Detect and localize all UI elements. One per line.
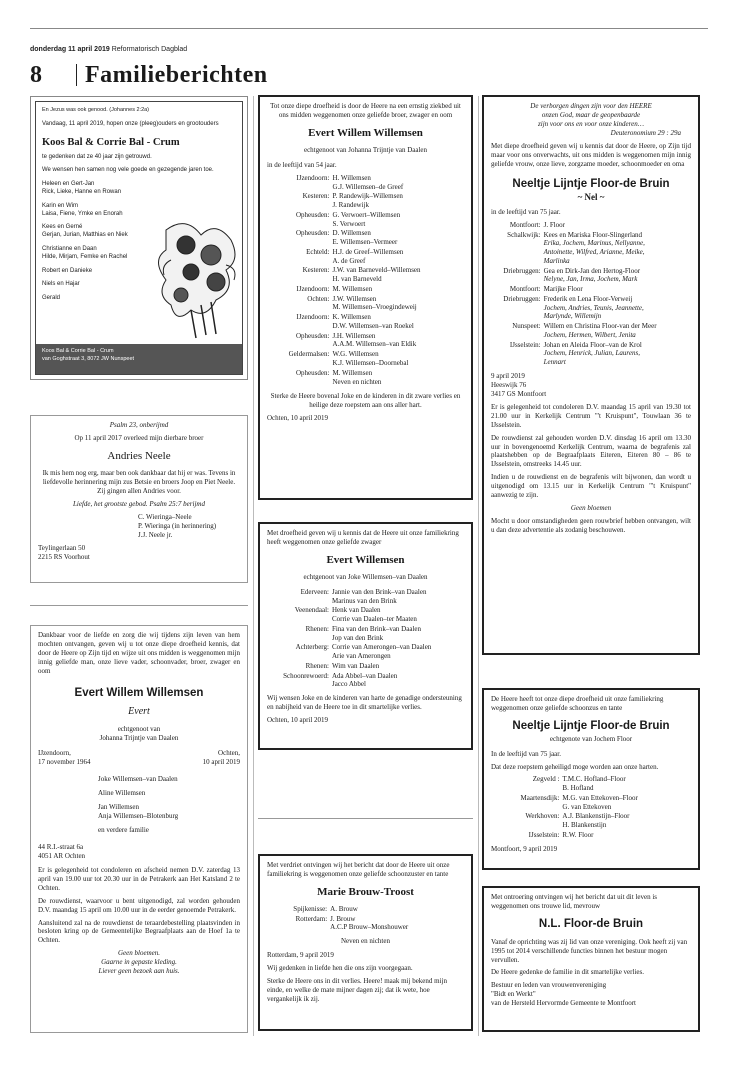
family-member: Jan Willemsen <box>98 803 139 811</box>
intro: Met ontroering ontvingen wij het bericht dat uit dit leven is weggenomen ons trouwe lid, mevrouw <box>491 893 658 910</box>
quote: Liefde, het grootste gebod. Psalm 25:7 berijmd <box>73 499 205 508</box>
relative-names <box>544 295 691 322</box>
relative-name: Gea en Dirk-Jan den Hertog-Floor <box>543 266 641 275</box>
nickname: ~ Nel ~ <box>577 192 605 203</box>
relative-row <box>267 211 464 230</box>
relative-row <box>267 332 464 351</box>
relative-name: Johan en Aleida Floor–van de Krol <box>543 340 642 349</box>
age-line: In de leeftijd van 75 jaar. <box>491 749 561 758</box>
relative-names <box>332 606 464 625</box>
closing-text: Sterke de Heere ons in dit verlies. Heere! maak mij bekend mijn einde, en welke de mate mijner dagen zij; dat ik wete, hoe vergankelijk ik zij. <box>267 977 447 1003</box>
closing-text: Wij wensen Joke en de kinderen van harte de genadige ondersteuning en nabijheid van de Heere toe in dit smartelijke verlies. <box>267 694 462 712</box>
relative-place: Driebruggen: <box>503 266 541 275</box>
ad-neeltje-floor-family <box>482 95 700 655</box>
birth-place: IJzendoorn, <box>38 749 71 758</box>
relative-row <box>491 812 691 831</box>
relative-row <box>267 643 464 662</box>
signature-line: "Bidt en Werkt" <box>491 990 536 999</box>
deceased-name: Evert Willem Willemsen <box>308 126 423 139</box>
family-member: Aline Willemsen <box>98 789 146 798</box>
relative-row <box>267 662 464 672</box>
relative-row <box>491 285 691 295</box>
invitation-text: Indien u de rouwdienst en de begrafenis wilt bijwonen, dan wordt u uitgenodigd om 13.15 uur in Kerkelijk Centrum "'t Kruispunt" aanwezig te zijn. <box>491 473 691 500</box>
grandchildren-names: Jochem, Hermen, Wilbert, Jenita <box>543 330 636 339</box>
relative-place: Opheusden: <box>295 331 330 340</box>
birth-death <box>38 749 240 767</box>
relative-place: Ederveen: <box>300 587 329 596</box>
deceased-name: Evert Willem Willemsen <box>74 686 204 699</box>
grandchildren-names: Nelyne, Jan, Irma, Jochem, Mark <box>543 275 638 284</box>
relative-place: Geldermalsen: <box>288 350 330 359</box>
relative-place: Rhenen: <box>305 661 329 670</box>
relative-names <box>332 643 464 662</box>
relative-names <box>332 350 464 369</box>
relative-row <box>267 672 464 691</box>
relative-row <box>267 192 464 211</box>
address-line: Heeswijk 76 <box>491 380 527 389</box>
age-line: in de leeftijd van 54 jaar. <box>267 160 337 169</box>
relative-name: P. Randewijk–Willemsen <box>332 192 403 201</box>
relative-place <box>267 378 332 388</box>
relative-name: A. de Greef <box>332 256 366 265</box>
grandchildren-names: Jochem, Henrick, Julian, Laurens, <box>543 349 640 358</box>
relative-name: M. Willemsen–Vroegindeweij <box>332 303 417 312</box>
issue-date: donderdag 11 april 2019 <box>30 46 110 53</box>
relative-names <box>562 812 691 831</box>
verse-line: onzen God, maar de geopenbaarde <box>541 110 641 119</box>
intro: Op 11 april 2017 overleed mijn dierbare broer <box>74 433 204 442</box>
relative-name: A.C.P Brouw–Monshouwer <box>330 923 409 932</box>
relative-place: Schoonrewoerd: <box>283 671 329 680</box>
grandchildren-names: Jochem, Andries, Teunis, Jeannette, <box>543 303 644 312</box>
relative-place: IJzendoorn: <box>296 313 330 322</box>
family-line: Kees en Gerné <box>42 224 83 231</box>
page-number: 8 <box>30 61 42 88</box>
relative-place: IJsselstein: <box>509 340 541 349</box>
closing-line: Geen bloemen. <box>118 949 160 958</box>
relative-name: J.W. Willemsen <box>332 294 377 303</box>
ad-marie-brouw-troost <box>258 854 473 1031</box>
relative-name: H. van Barneveld <box>332 275 382 284</box>
grandchildren-names: Antoinette, Wilfred, Arianne, Meike, <box>543 248 645 257</box>
ad-evert-willem-siblings <box>258 95 473 500</box>
verse-reference: Deuteronomium 29 : 29a <box>610 128 681 137</box>
relative-name: Frederik en Lena Floor-Verweij <box>543 294 633 303</box>
age-line: in de leeftijd van 75 jaar. <box>491 207 561 216</box>
relative-names <box>332 625 464 644</box>
spouse-name: Johanna Trijntje van Daalen <box>99 734 179 743</box>
service-text: De rouwdienst zal gehouden worden D.V. dinsdag 16 april om 13.30 uur in bovengenoemd Kerkelijk Centrum, waarna de begrafenis zal plaatshebben op de Begraafplaats Eiteren, Eiteren 80 – 86 te IJsselstein, omstreeks 14.45 uur. <box>491 433 691 469</box>
relative-name: Marinus van den Brink <box>331 596 397 605</box>
relative-place: Rotterdam: <box>295 914 328 923</box>
anniversary-couple: Koos Bal & Corrie Bal - Crum <box>42 136 180 148</box>
relative-names <box>562 794 691 813</box>
family-member: Anja Willemsen–Blotenburg <box>98 811 179 820</box>
relative-names <box>332 174 464 193</box>
relative-row <box>267 229 464 248</box>
section-title: Familieberichten <box>85 61 268 88</box>
anniversary-ad <box>30 96 248 380</box>
intro: Met droefheid geven wij u kennis dat de Heere uit onze familiekring heeft weggenomen onze geliefde zwager <box>267 529 459 546</box>
relative-row <box>267 285 464 295</box>
anniversary-footer-address: van Goghstraat 3, 8072 JW Nunspeet <box>42 355 135 362</box>
relative-name: Wim van Daalen <box>331 661 380 670</box>
relative-names <box>332 588 464 607</box>
family-line: Rick, Lieke, Hanne en Rowan <box>42 188 122 195</box>
intro: Dankbaar voor de liefde en zorg die wij tijdens zijn leven van hem mochten ontvangen, geven wij u tot onze diepe droefheid kennis, dat door de Heere op Zijn tijd en wijze uit ons midden is weggenomen mijn innig geliefde man, onze lieve vader, schoonvader, broer, zwager en oom <box>38 631 240 675</box>
family-line: Heleen en Gert-Jan <box>42 181 95 188</box>
relative-name: Neven en nichten <box>332 378 382 387</box>
relative-row <box>267 295 464 314</box>
relative-name: H. Willemsen <box>332 173 371 182</box>
relative-place: Werkhoven: <box>525 812 560 821</box>
condolence-text: Er is gelegenheid tot condoleren D.V. maandag 15 april van 19.30 tot 21.00 uur in Kerkelijk Centrum "'t Kruispunt", Touwlaan 36 te IJsselstein. <box>491 402 691 429</box>
family-line: Hilde, Mirjam, Femke en Rachel <box>42 253 128 260</box>
relative-row <box>491 341 691 368</box>
wish-text: Dat deze roepstem geheiligd moge worden aan onze harten. <box>491 762 659 771</box>
relative-name: T.M.C. Hofland–Floor <box>562 775 626 784</box>
relative-row <box>491 831 691 841</box>
deceased-name: Evert Willemsen <box>326 553 405 566</box>
family-line: Niels en Hajar <box>42 281 80 288</box>
family-group <box>42 181 236 197</box>
anniversary-years: te gedenken dat ze 40 jaar zijn getrouwd. <box>42 153 152 160</box>
relative-name: G. van Ettekoven <box>562 802 612 811</box>
relative-place: Echteld: <box>306 247 330 256</box>
relative-row <box>267 266 464 285</box>
relatives-table <box>267 174 464 388</box>
relative-row <box>267 248 464 267</box>
relative-place: Opheusden: <box>295 368 330 377</box>
relative-name: W.G. Willemsen <box>332 350 379 359</box>
sympathy-text: De Heere gedenke de familie in dit smartelijke verlies. <box>491 968 644 977</box>
address-line: 4051 AR Ochten <box>38 851 86 860</box>
death-date: 10 april 2019 <box>202 758 240 767</box>
family-list <box>98 775 240 835</box>
place-date: Ochten, 10 april 2019 <box>267 414 329 423</box>
relative-name: M.G. van Ettekoven–Floor <box>562 793 638 802</box>
relative-name: Henk van Daalen <box>331 606 381 615</box>
relatives-table <box>491 221 691 368</box>
top-rule <box>30 28 708 29</box>
relative-name: B. Hofland <box>562 784 594 793</box>
family-line: Christianne en Daan <box>42 245 97 252</box>
relative-name: R.W. Floor <box>562 830 594 839</box>
closing-notes <box>38 949 240 976</box>
relative-row <box>267 369 464 379</box>
birth-date: 17 november 1964 <box>38 758 91 767</box>
relative-place: Schalkwijk: <box>507 230 541 239</box>
relative-row <box>267 313 464 332</box>
family-line: Robert en Danieke <box>42 267 93 274</box>
relative-name: J.H. Willemsen <box>332 331 376 340</box>
deceased-name: Andries Neele <box>107 449 171 462</box>
relative-place: Spijkenisse: <box>293 904 328 913</box>
verse: Psalm 23, onberijmd <box>109 421 169 429</box>
relative-name: D.W. Willemsen–van Roekel <box>332 321 414 330</box>
relative-names <box>332 295 464 314</box>
grandchildren-names: Erika, Jochem, Marinus, Nellyanne, <box>543 239 645 248</box>
memorial-text: Ik mis hem nog erg, maar ben ook dankbaar dat hij er was. Tevens in liefdevolle herinnering mijn zus Betsie en broers Joop en Piet Neele. Zij gingen allen Andries voor. <box>42 468 236 495</box>
relative-place: IJsselstein: <box>528 830 560 839</box>
address-line: 44 R.I.-straat 6a <box>38 842 84 851</box>
grandchildren-names: Lennart <box>543 358 566 367</box>
relative-name: A. Brouw <box>330 904 358 913</box>
intro: Met diepe droefheid geven wij u kennis dat door de Heere, op Zijn tijd maar voor ons onverwachts, uit ons midden is weggenomen mijn innig geliefde vrouw, onze lieve, zorgzame moeder, schoonmoeder en oma <box>491 141 691 168</box>
relative-name: Corrie van Amerongen–van Daalen <box>331 643 432 652</box>
signers <box>138 513 240 540</box>
burial-text: Aansluitend zal na de rouwdienst de teraardebestelling plaatsvinden in besloten kring op de Gemeentelijke Begraafplaats aan de Hoef 1a te Ochten. <box>38 918 240 945</box>
relative-names <box>544 341 691 368</box>
family-line: Laisa, Fiene, Ymke en Enorah <box>42 210 123 217</box>
signature <box>491 981 691 1008</box>
column-divider <box>253 96 254 1036</box>
relative-name: K. Willemsen <box>332 313 371 322</box>
relatives-table <box>491 775 691 840</box>
signer: J.J. Neele jr. <box>138 530 173 539</box>
intro: Tot onze diepe droefheid is door de Heere na een ernstig ziekbed uit ons midden weggenomen onze geliefde broer, zwager en oom <box>270 102 461 119</box>
relative-name: Willem en Christina Floor-van der Meer <box>543 322 657 331</box>
relative-names <box>544 267 691 286</box>
relative-name: Jacco Abbel <box>331 680 366 689</box>
place-date: Montfoort, 9 april 2019 <box>491 844 558 853</box>
intro: Met verdriet ontvingen wij het bericht dat door de Heere uit onze familiekring is weggenomen onze geliefde schoonzuster en tante <box>267 861 450 878</box>
relative-row <box>267 174 464 193</box>
anniversary-footer-name: Koos Bal & Corrie Bal - Crum <box>42 348 114 354</box>
column-divider <box>478 96 479 1036</box>
anniversary-wish: We wensen hen samen nog vele goede en gezegende jaren toe. <box>42 167 214 174</box>
page-header <box>30 60 268 90</box>
family-line: Gerjan, Jurian, Matthias en Niek <box>42 232 128 239</box>
family-member: Joke Willemsen–van Daalen <box>98 775 178 784</box>
relative-row <box>267 915 464 934</box>
relative-place: Ochten: <box>307 294 330 303</box>
service-text: De rouwdienst, waarvoor u bent uitgenodigd, zal worden gehouden D.V. maandag 15 april om 10.00 uur in de eerder genoemde Petrakerk. <box>38 896 240 914</box>
relative-name: Kees en Mariska Floor-Slingerland <box>543 230 643 239</box>
relative-row <box>267 350 464 369</box>
no-flowers: Geen bloemen <box>570 504 612 513</box>
relative-place: Montfoort: <box>509 285 541 294</box>
relative-name: Fina van den Brink–van Daalen <box>331 624 421 633</box>
relative-place: Achterberg: <box>295 643 329 652</box>
intro: De Heere heeft tot onze diepe droefheid uit onze familiekring weggenomen onze geliefde schoonzus en tante <box>491 695 664 712</box>
relative-names <box>332 285 464 295</box>
anniversary-footer <box>36 344 242 374</box>
memory-text: Wij gedenken in liefde hen die ons zijn voorgegaan. <box>267 964 413 973</box>
relative-names <box>562 831 691 841</box>
spouse-line: echtgenoot van Johanna Trijntje van Daalen <box>303 145 428 154</box>
nickname: Evert <box>128 706 150 718</box>
deceased-name: N.L. Floor-de Bruin <box>538 917 644 930</box>
date-line: 9 april 2019 <box>491 371 525 380</box>
relative-name: J.W. van Barneveld–Willemsen <box>332 266 421 275</box>
deceased-name: Neeltje Lijntje Floor-de Bruin <box>512 719 670 732</box>
closing-text: Sterke de Heere bovenal Joke en de kinderen in dit zware verlies en heilige deze roepstem aan ons aller hart. <box>270 392 461 410</box>
ad-andries-neele <box>30 415 248 583</box>
anniversary-verse: En Jezus was ook genood. (Johannes 2:2a) <box>42 107 150 113</box>
relative-row <box>491 322 691 341</box>
relative-name: A.A.M. Willemsen–van Eldik <box>332 340 417 349</box>
signer: P. Wieringa (in herinnering) <box>138 521 217 530</box>
relative-names <box>332 313 464 332</box>
relative-place: Opheusden: <box>295 210 330 219</box>
ad-evert-willemsen-inlaws <box>258 522 473 750</box>
relative-name: M. Willemsen <box>332 368 373 377</box>
anniversary-inner <box>35 101 243 375</box>
place-date: Rotterdam, 9 april 2019 <box>267 951 334 960</box>
relative-names <box>332 229 464 248</box>
relative-name: Jop van den Brink <box>331 633 384 642</box>
relative-name: Jannie van den Brink–van Daalen <box>331 587 427 596</box>
relative-names <box>332 248 464 267</box>
relative-row <box>491 775 691 794</box>
relative-place: Kesteren: <box>302 192 330 201</box>
relative-name: S. Verwoert <box>332 219 366 228</box>
relative-name: A.J. Blankenstijn–Floor <box>562 812 630 821</box>
verse <box>491 102 691 129</box>
relative-name: D. Willemsen <box>332 229 371 238</box>
relative-row <box>491 267 691 286</box>
neven-nichten: Neven en nichten <box>341 937 390 946</box>
relative-row <box>491 794 691 813</box>
relative-place: Opheusden: <box>295 229 330 238</box>
dateline <box>30 46 187 53</box>
relative-names <box>332 211 464 230</box>
relative-row <box>267 588 464 607</box>
relative-place: Driebruggen: <box>503 294 541 303</box>
relative-names <box>332 332 464 351</box>
relative-names <box>544 221 691 231</box>
relative-row <box>267 606 464 625</box>
spouse-line: echtgenote van Jochem Floor <box>549 734 633 743</box>
signature-line: van de Hersteld Hervormde Gemeente te Montfoort <box>491 999 637 1008</box>
anniversary-intro: Vandaag, 11 april 2019, hopen onze (pleeg)ouders en grootouders <box>42 121 219 128</box>
relative-names <box>332 672 464 691</box>
header-divider <box>76 64 77 86</box>
ad-neeltje-floor-inlaws <box>482 688 700 870</box>
ad-evert-willem-family <box>30 625 248 1033</box>
signature-line: Bestuur en leden van vrouwenvereniging <box>491 981 607 990</box>
relative-name: J. Floor <box>543 220 566 229</box>
relative-place: IJzendoorn: <box>296 173 330 182</box>
relative-name: Corrie van Daalen–ter Maaten <box>331 615 417 624</box>
closing-line: Liever geen bezoek aan huis. <box>98 967 180 976</box>
spouse-label: echtgenoot van <box>117 725 161 734</box>
relative-name: H.J. de Greef–Willemsen <box>332 247 404 256</box>
relative-place: Rhenen: <box>305 624 329 633</box>
spouse-line: echtgenoot van Joke Willemsen–van Daalen <box>303 572 428 581</box>
relative-name: H. Blankenstijn <box>562 821 607 830</box>
deceased-name: Marie Brouw-Troost <box>317 885 414 898</box>
relative-names <box>332 266 464 285</box>
signer: C. Wieringa–Neele <box>138 512 192 521</box>
relative-name: Ada Abbel–van Daalen <box>331 671 398 680</box>
relative-place: Veenendaal: <box>294 606 329 615</box>
separator <box>30 605 248 606</box>
death-place: Ochten, <box>218 749 240 758</box>
address-line: 3417 GS Montfoort <box>491 389 547 398</box>
relative-name: M. Willemsen <box>332 284 373 293</box>
date-address <box>491 372 691 399</box>
relative-name: J. Brouw <box>330 914 356 923</box>
flower-bouquet-illustration <box>146 210 246 340</box>
deceased-name: Neeltje Lijntje Floor-de Bruin <box>512 177 670 190</box>
relative-names <box>544 285 691 295</box>
relative-row <box>267 378 464 388</box>
relative-name: Arie van Amerongen <box>331 652 391 661</box>
relatives-table <box>267 905 464 933</box>
relative-name: J. Randewijk <box>332 201 369 210</box>
relative-row <box>267 625 464 644</box>
relative-name: Marijke Floor <box>543 285 583 294</box>
address <box>38 843 240 861</box>
relative-place: Montfoort: <box>509 220 541 229</box>
verse-line: De verborgen dingen zijn voor den HEERE <box>530 102 652 110</box>
relative-names <box>332 662 464 672</box>
relatives-table <box>267 588 464 690</box>
address-line: 2215 RS Voorhout <box>38 552 90 561</box>
closing-line: Gaarne in gepaste kleding. <box>101 958 177 967</box>
address-line: Teylingerlaan 50 <box>38 543 86 552</box>
relative-names <box>562 775 691 794</box>
relative-name: K.J. Willemsen–Doornebal <box>332 358 409 367</box>
family-line: Karin en Wim <box>42 202 79 209</box>
relative-place: Zegveld : <box>532 775 560 784</box>
relative-row <box>491 295 691 322</box>
separator <box>258 818 473 819</box>
relative-names <box>330 915 464 934</box>
relative-name: G. Verwoert–Willemsen <box>332 210 401 219</box>
relative-row <box>267 905 464 915</box>
relative-name: G.J. Willemsen–de Greef <box>332 182 404 191</box>
relative-place: IJzendoorn: <box>296 284 330 293</box>
notice-text: Mocht u door omstandigheden geen rouwbrief hebben ontvangen, wilt u dan deze advertentie als zodanig beschouwen. <box>491 517 691 535</box>
relative-place: Maartensdijk: <box>520 793 560 802</box>
relative-names <box>332 192 464 211</box>
relative-place: Kesteren: <box>302 266 330 275</box>
relative-names <box>332 378 464 388</box>
grandchildren-names: Marlynde, Willemijn <box>543 312 602 321</box>
condolence-text: Er is gelegenheid tot condoleren en afscheid nemen D.V. zaterdag 13 april van 19.00 uur tot 20.30 uur in de Petrakerk aan Het Katsland 2 te Ochten. <box>38 865 240 892</box>
relative-names <box>544 231 691 267</box>
place-date: Ochten, 10 april 2019 <box>267 716 329 725</box>
relative-names <box>544 322 691 341</box>
family-member: en verdere familie <box>98 825 149 834</box>
relative-row <box>491 231 691 267</box>
relative-names <box>330 905 464 915</box>
newspaper-name: Reformatorisch Dagblad <box>111 46 188 53</box>
family-line: Gerald <box>42 295 61 302</box>
relative-row <box>491 221 691 231</box>
membership-text: Vanaf de oprichting was zij lid van onze vereniging. Ook heeft zij van 1995 tot 2014 verschillende functies binnen het bestuur mogen vervullen. <box>491 937 688 964</box>
grandchildren-names: Marlinka <box>543 256 570 265</box>
relative-names <box>332 369 464 379</box>
verse-line: zijn voor ons en voor onze kinderen… <box>538 119 644 128</box>
ad-nl-floor-association <box>482 886 700 1032</box>
relative-name: E. Willemsen–Vermeer <box>332 238 398 247</box>
relative-place: Nunspeet: <box>512 322 541 331</box>
address <box>38 544 240 562</box>
